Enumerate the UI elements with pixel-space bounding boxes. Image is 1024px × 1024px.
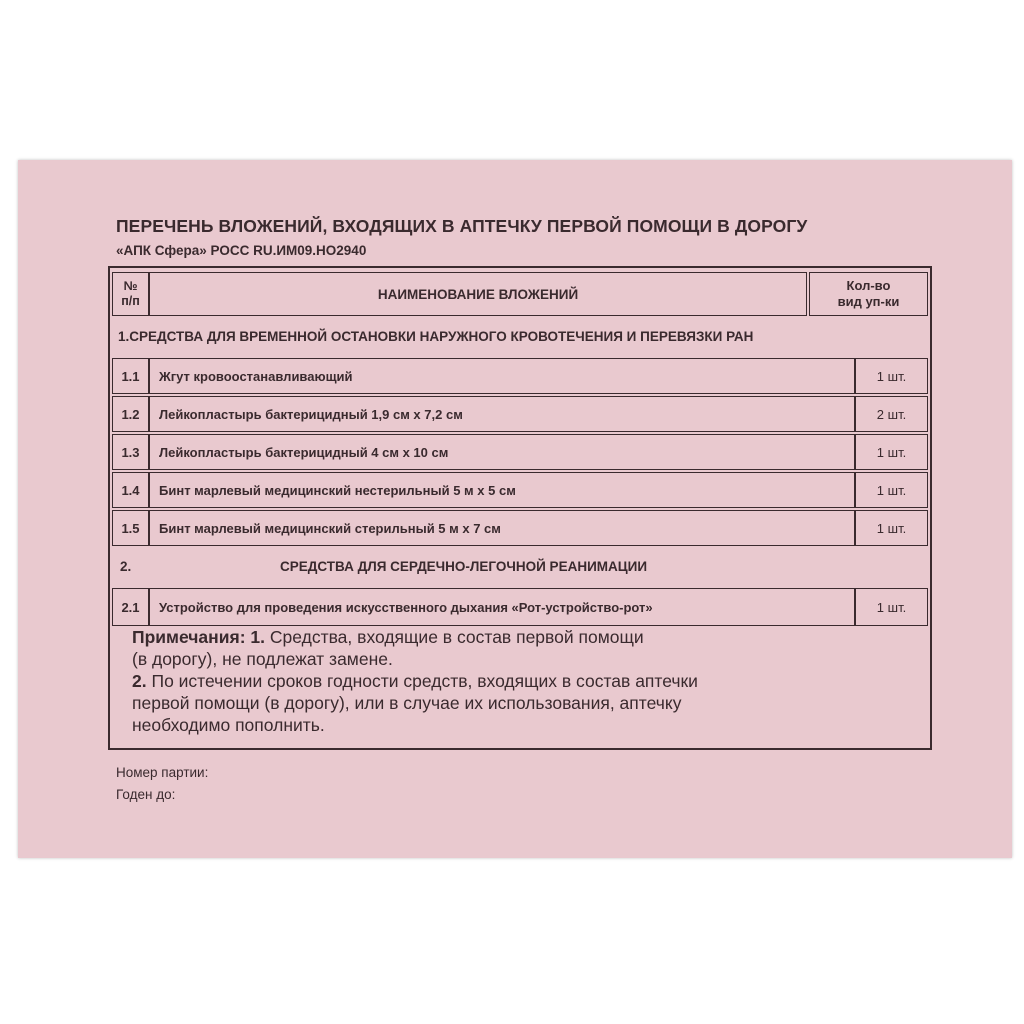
section-2-num: 2. [120,558,132,574]
row-2-1-name: Устройство для проведения искусственного дыхания «Рот-устройство-рот» [149,588,855,626]
header-name: НАИМЕНОВАНИЕ ВЛОЖЕНИЙ [149,272,807,316]
certificate-line: «АПК Сфера» РОСС RU.ИМ09.НО2940 [116,243,367,258]
notes-block [132,626,922,736]
row-1-4-qty: 1 шт. [855,472,928,508]
header-num-line2: п/п [121,294,140,308]
row-1-4-name: Бинт марлевый медицинский нестерильный 5 м х 5 см [149,472,855,508]
expiry-date-label: Годен до: [116,787,176,802]
header-qty [809,272,928,316]
row-1-2-qty: 2 шт. [855,396,928,432]
note-1-line-1 [132,626,922,648]
notes-label: Примечания: [132,627,246,647]
row-1-5-num: 1.5 [112,510,149,546]
header-num-line1: № [123,279,138,293]
note-2-text-1: По истечении сроков годности средств, входящих в состав аптечки [151,671,698,691]
batch-fields [116,762,208,806]
row-2-1-qty: 1 шт. [855,588,928,626]
section-2-title: СРЕДСТВА ДЛЯ СЕРДЕЧНО-ЛЕГОЧНОЙ РЕАНИМАЦИИ [280,558,648,574]
row-1-3-name: Лейкопластырь бактерицидный 4 см х 10 см [149,434,855,470]
header-num [112,272,149,316]
row-1-3-qty: 1 шт. [855,434,928,470]
section-2-header [110,550,930,582]
note-2-line-1 [132,670,922,692]
note-1-text-2: (в дорогу), не подлежат замене. [132,649,393,669]
row-1-2-name: Лейкопластырь бактерицидный 1,9 см х 7,2 см [149,396,855,432]
row-2-1-num: 2.1 [112,588,149,626]
row-1-5-qty: 1 шт. [855,510,928,546]
note-2-text-3: необходимо пополнить. [132,715,325,735]
note-2-text-2: первой помощи (в дорогу), или в случае их использования, аптечку [132,693,682,713]
note-1-num: 1. [250,627,266,647]
note-1-text-1: Средства, входящие в состав первой помощи [269,627,644,647]
note-2-num: 2. [132,671,147,691]
row-1-1-name: Жгут кровоостанавливающий [149,358,855,394]
header-qty-line2: вид уп-ки [837,294,900,309]
row-1-1-num: 1.1 [112,358,149,394]
row-1-2-num: 1.2 [112,396,149,432]
header-qty-line1: Кол-во [846,278,891,293]
row-1-1-qty: 1 шт. [855,358,928,394]
row-1-5-name: Бинт марлевый медицинский стерильный 5 м х 7 см [149,510,855,546]
section-1-title: 1.СРЕДСТВА ДЛЯ ВРЕМЕННОЙ ОСТАНОВКИ НАРУЖНОГО КРОВОТЕЧЕНИЯ И ПЕРЕВЯЗКИ РАН [118,328,754,344]
row-1-3-num: 1.3 [112,434,149,470]
row-1-4-num: 1.4 [112,472,149,508]
document-title: ПЕРЕЧЕНЬ ВЛОЖЕНИЙ, ВХОДЯЩИХ В АПТЕЧКУ ПЕРВОЙ ПОМОЩИ В ДОРОГУ [116,216,808,236]
batch-number-label: Номер партии: [116,765,209,780]
